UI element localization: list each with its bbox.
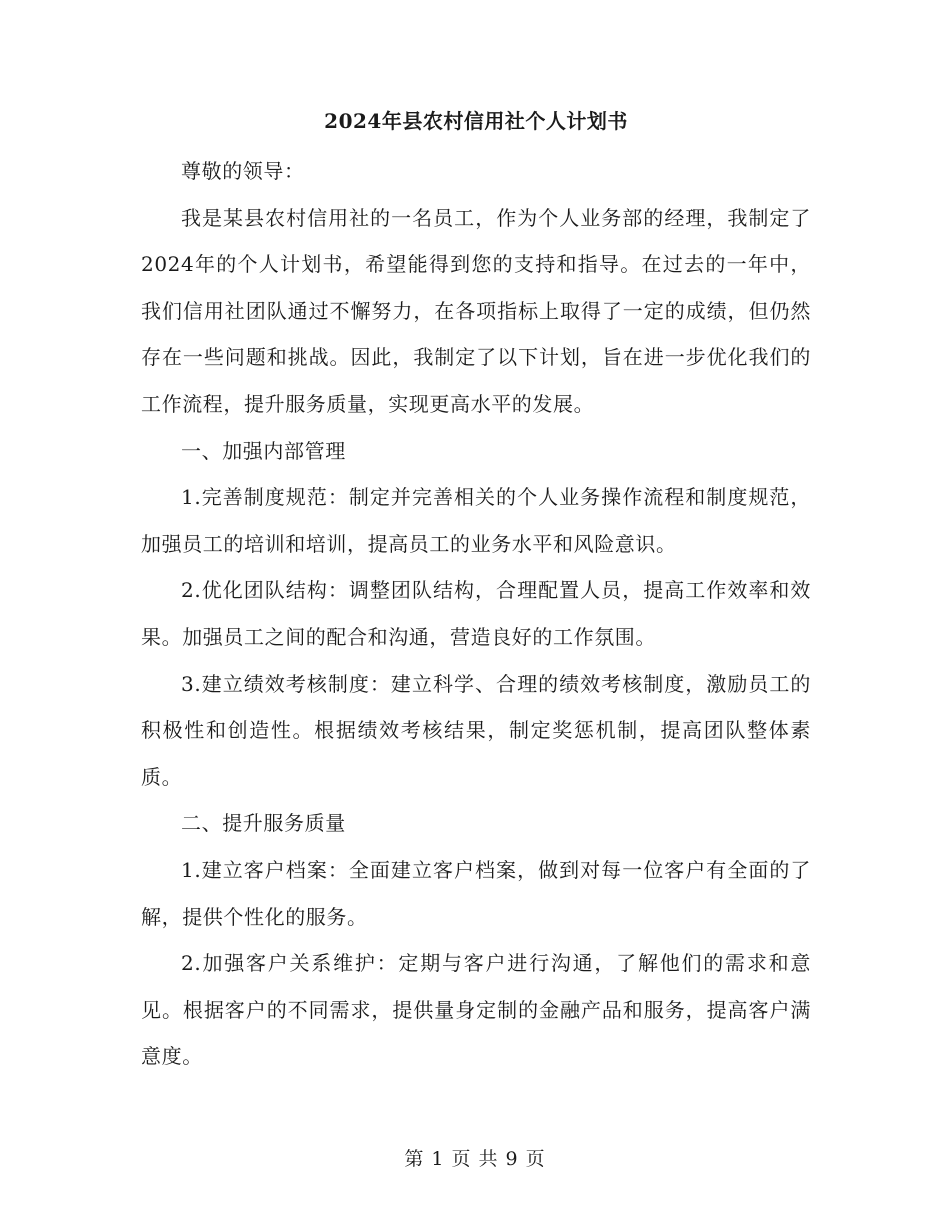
item-performance-assessment: 3.建立绩效考核制度：建立科学、合理的绩效考核制度，激励员工的积极性和创造性。根据绩效考核结果，制定奖惩机制，提高团队整体素质。 <box>141 671 811 789</box>
page-number-footer: 第 1 页 共 9 页 <box>404 1148 546 1170</box>
item-system-standards: 1.完善制度规范：制定并完善相关的个人业务操作流程和制度规范，加强员工的培训和培训，提高员工的业务水平和风险意识。 <box>141 485 811 556</box>
salutation: 尊敬的领导： <box>181 159 305 183</box>
section-heading-internal-management: 一、加强内部管理 <box>181 438 346 463</box>
document-body <box>141 103 811 1080</box>
item-customer-files: 1.建立客户档案：全面建立客户档案，做到对每一位客户有全面的了解，提供个性化的服务。 <box>141 857 811 929</box>
item-team-structure: 2.优化团队结构：调整团队结构，合理配置人员，提高工作效率和效果。加强员工之间的配合和沟通，营造良好的工作氛围。 <box>141 578 811 649</box>
intro-paragraph: 我是某县农村信用社的一名员工，作为个人业务部的经理，我制定了2024年的个人计划书，希望能得到您的支持和指导。在过去的一年中，我们信用社团队通过不懈努力，在各项指标上取得了一定的成绩，但仍然存在一些问题和挑战。因此，我制定了以下计划，旨在进一步优化我们的工作流程，提升服务质量，实现更高水平的发展。 <box>141 205 811 416</box>
item-customer-relations: 2.加强客户关系维护：定期与客户进行沟通，了解他们的需求和意见。根据客户的不同需求，提供量身定制的金融产品和服务，提高客户满意度。 <box>141 951 811 1069</box>
document-title: 2024年县农村信用社个人计划书 <box>324 109 628 133</box>
section-heading-service-quality: 二、提升服务质量 <box>181 811 346 836</box>
